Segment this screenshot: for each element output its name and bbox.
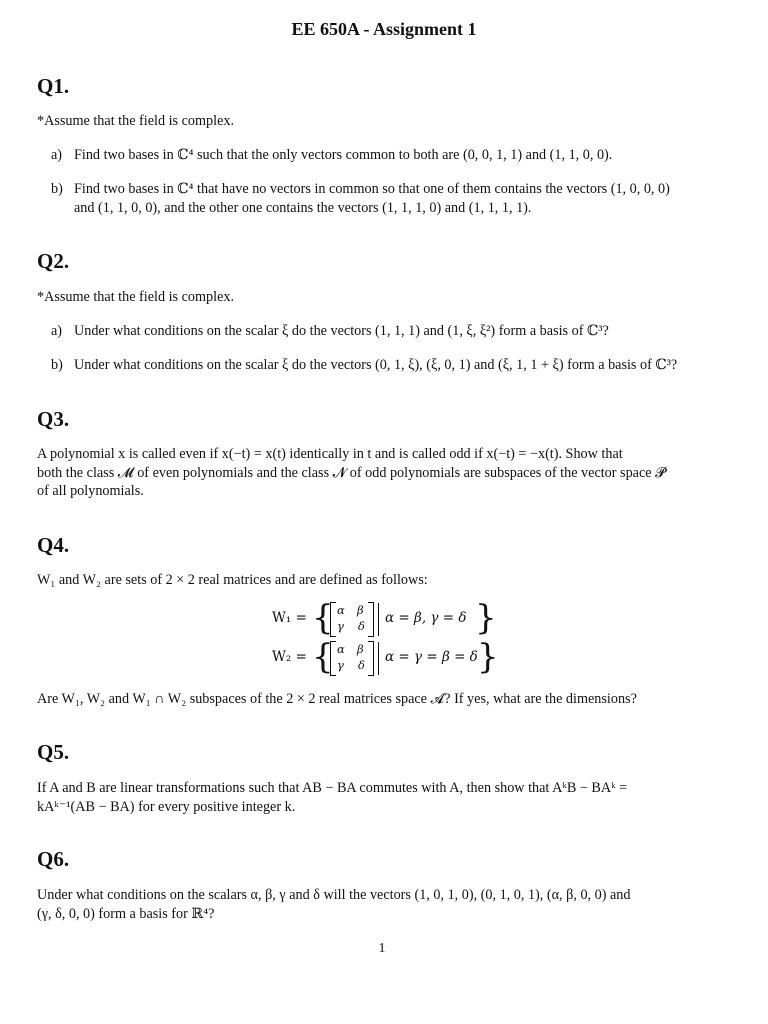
q2-b-text: Under what conditions on the scalar ξ do the vectors (0, 1, ξ), (ξ, 0, 1) and (ξ, 1, 1 + ξ) form a basis of ℂ³? <box>74 357 678 373</box>
w2-brace-close: } <box>477 637 499 677</box>
q6-heading: Q6. <box>37 847 70 871</box>
q1-b-line2: and (1, 1, 0, 0), and the other one contains the vectors (1, 1, 1, 0) and (1, 1, 1, 1). <box>74 199 532 216</box>
w2-m11: α <box>337 642 345 656</box>
w2-lhs: W₂ = <box>272 649 307 665</box>
q2-b-label: b) <box>51 357 63 373</box>
q1-a-label: a) <box>51 147 63 163</box>
w2-m21: γ <box>337 658 344 672</box>
w1-separator <box>378 603 379 636</box>
q1-heading: Q1. <box>37 74 70 98</box>
w1-m22: δ <box>358 619 365 633</box>
q4-heading: Q4. <box>37 533 70 557</box>
q5-heading: Q5. <box>37 740 70 764</box>
w2-m22: δ <box>358 658 365 672</box>
q2-a-label: a) <box>51 323 63 339</box>
q1-b-line1: Find two bases in ℂ⁴ that have no vectors in common so that one of them contains the vectors (1, 0, 0, 0) <box>74 181 670 197</box>
q3-line3: of all polynomials. <box>37 483 144 499</box>
w2-m12: β <box>357 642 364 656</box>
q6-line1: Under what conditions on the scalars α, β, γ and δ will the vectors (1, 0, 1, 0), (0, 1, 0, 1), (α, β, 0, 0) and <box>37 887 631 903</box>
w1-brace-close: } <box>475 598 497 638</box>
page-number: 1 <box>378 941 386 956</box>
q5-line2: kAᵏ⁻¹(AB − BA) for every positive integer k. <box>37 798 296 815</box>
document-title: EE 650A - Assignment 1 <box>291 19 477 39</box>
w2-separator <box>378 642 379 675</box>
q5-line1: If A and B are linear transformations such that AB − BA commutes with A, then show that AᵏB − BAᵏ = <box>37 780 628 796</box>
w1-matrix <box>330 602 374 638</box>
q3-heading: Q3. <box>37 407 70 431</box>
q4-question: Are W₁, W₂ and W₁ ∩ W₂ subspaces of the 2 × 2 real matrices space 𝓐? If yes, what are the dimensions? <box>37 691 637 707</box>
w1-condition: α = β, γ = δ <box>385 610 467 626</box>
w1-lhs: W₁ = <box>272 610 307 626</box>
q2-heading: Q2. <box>37 249 70 273</box>
q1-b-label: b) <box>51 181 63 197</box>
q1-note: *Assume that the field is complex. <box>37 113 235 129</box>
w2-brace-open: { <box>312 637 334 677</box>
w2-matrix <box>330 641 374 677</box>
q4-intro: W₁ and W₂ are sets of 2 × 2 real matrices and are defined as follows: <box>37 572 428 588</box>
w1-brace-open: { <box>312 598 334 638</box>
q2-note: *Assume that the field is complex. <box>37 289 235 305</box>
q1-a-text: Find two bases in ℂ⁴ such that the only vectors common to both are (0, 0, 1, 1) and (1, 1, 0, 0). <box>74 147 613 163</box>
w1-m21: γ <box>337 619 344 633</box>
q6-line2: (γ, δ, 0, 0) form a basis for ℝ⁴? <box>37 905 215 922</box>
q2-part-a <box>51 322 727 342</box>
q2-part-b <box>51 356 727 376</box>
w1-m12: β <box>357 603 364 617</box>
q1-part-a <box>51 146 727 166</box>
w2-condition: α = γ = β = δ <box>385 649 478 665</box>
q2-a-text: Under what conditions on the scalar ξ do the vectors (1, 1, 1) and (1, ξ, ξ²) form a basis of ℂ³? <box>74 323 609 339</box>
q1-part-b <box>51 180 727 220</box>
w1-m11: α <box>337 603 345 617</box>
q3-line2: both the class 𝓜 of even polynomials and the class 𝓝 of odd polynomials are subspaces of the vector space 𝓟 <box>37 464 666 481</box>
q3-line1: A polynomial x is called even if x(−t) = x(t) identically in t and is called odd if x(−t) = −x(t). Show that <box>37 446 623 462</box>
